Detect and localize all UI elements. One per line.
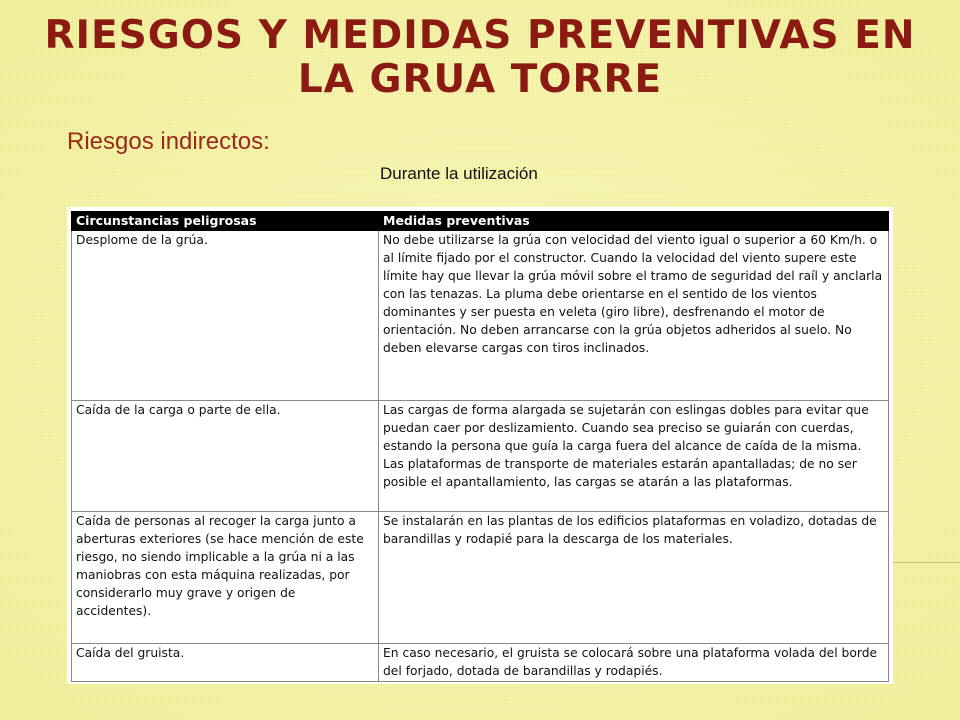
measure-cell: Las cargas de forma alargada se sujetarán con eslingas dobles para evitar que puedan caer por deslizamiento. Cuando sea preciso se guiarán con cuerdas, estando la persona que guía la carga fuera del alcance de caída de la misma. Las plataformas de transporte de materiales estarán apantalladas; de no ser posible el apantallamiento, las cargas se atarán a las plataformas. xyxy=(379,401,889,512)
table-header-row xyxy=(72,212,889,231)
circumstance-cell: Desplome de la grúa. xyxy=(72,231,379,401)
measure-cell: Se instalarán en las plantas de los edificios plataformas en voladizo, dotadas de barandillas y rodapié para la descarga de los materiales. xyxy=(379,512,889,644)
slide-title: RIESGOS Y MEDIDAS PREVENTIVAS EN LA GRUA TORRE xyxy=(44,13,916,102)
decorative-divider xyxy=(892,562,960,563)
measure-cell: No debe utilizarse la grúa con velocidad del viento igual o superior a 60 Km/h. o al límite fijado por el constructor. Cuando la velocidad del viento supere este límite hay que llevar la grúa móvil sobre el tramo de seguridad del raíl y anclarla con las tenazas. La pluma debe orientarse en el sentido de los vientos dominantes y ser puesta en veleta (giro libre), desfrenando el motor de orientación. No deben arrancarse con la grúa objetos adheridos al suelo. No deben elevarse cargas con tiros inclinados. xyxy=(379,231,889,401)
circumstance-cell: Caída de la carga o parte de ella. xyxy=(72,401,379,512)
table-row xyxy=(72,401,889,512)
table-row xyxy=(72,644,889,682)
circumstance-cell: Caída del gruista. xyxy=(72,644,379,682)
slide-subtitle: Riesgos indirectos: xyxy=(67,128,270,155)
circumstance-cell: Caída de personas al recoger la carga junto a aberturas exteriores (se hace mención de este riesgo, no siendo implicable a la grúa ni a las maniobras con esta máquina realizadas, por considerarlo muy grave y origen de accidentes). xyxy=(72,512,379,644)
risk-table-container xyxy=(67,207,893,684)
table-row xyxy=(72,231,889,401)
header-circumstances: Circunstancias peligrosas xyxy=(72,212,379,231)
header-measures: Medidas preventivas xyxy=(379,212,889,231)
table-caption: Durante la utilización xyxy=(380,164,538,183)
measure-cell: En caso necesario, el gruista se colocará sobre una plataforma volada del borde del forjado, dotada de barandillas y rodapiés. xyxy=(379,644,889,682)
risk-table xyxy=(71,211,889,682)
table-row xyxy=(72,512,889,644)
